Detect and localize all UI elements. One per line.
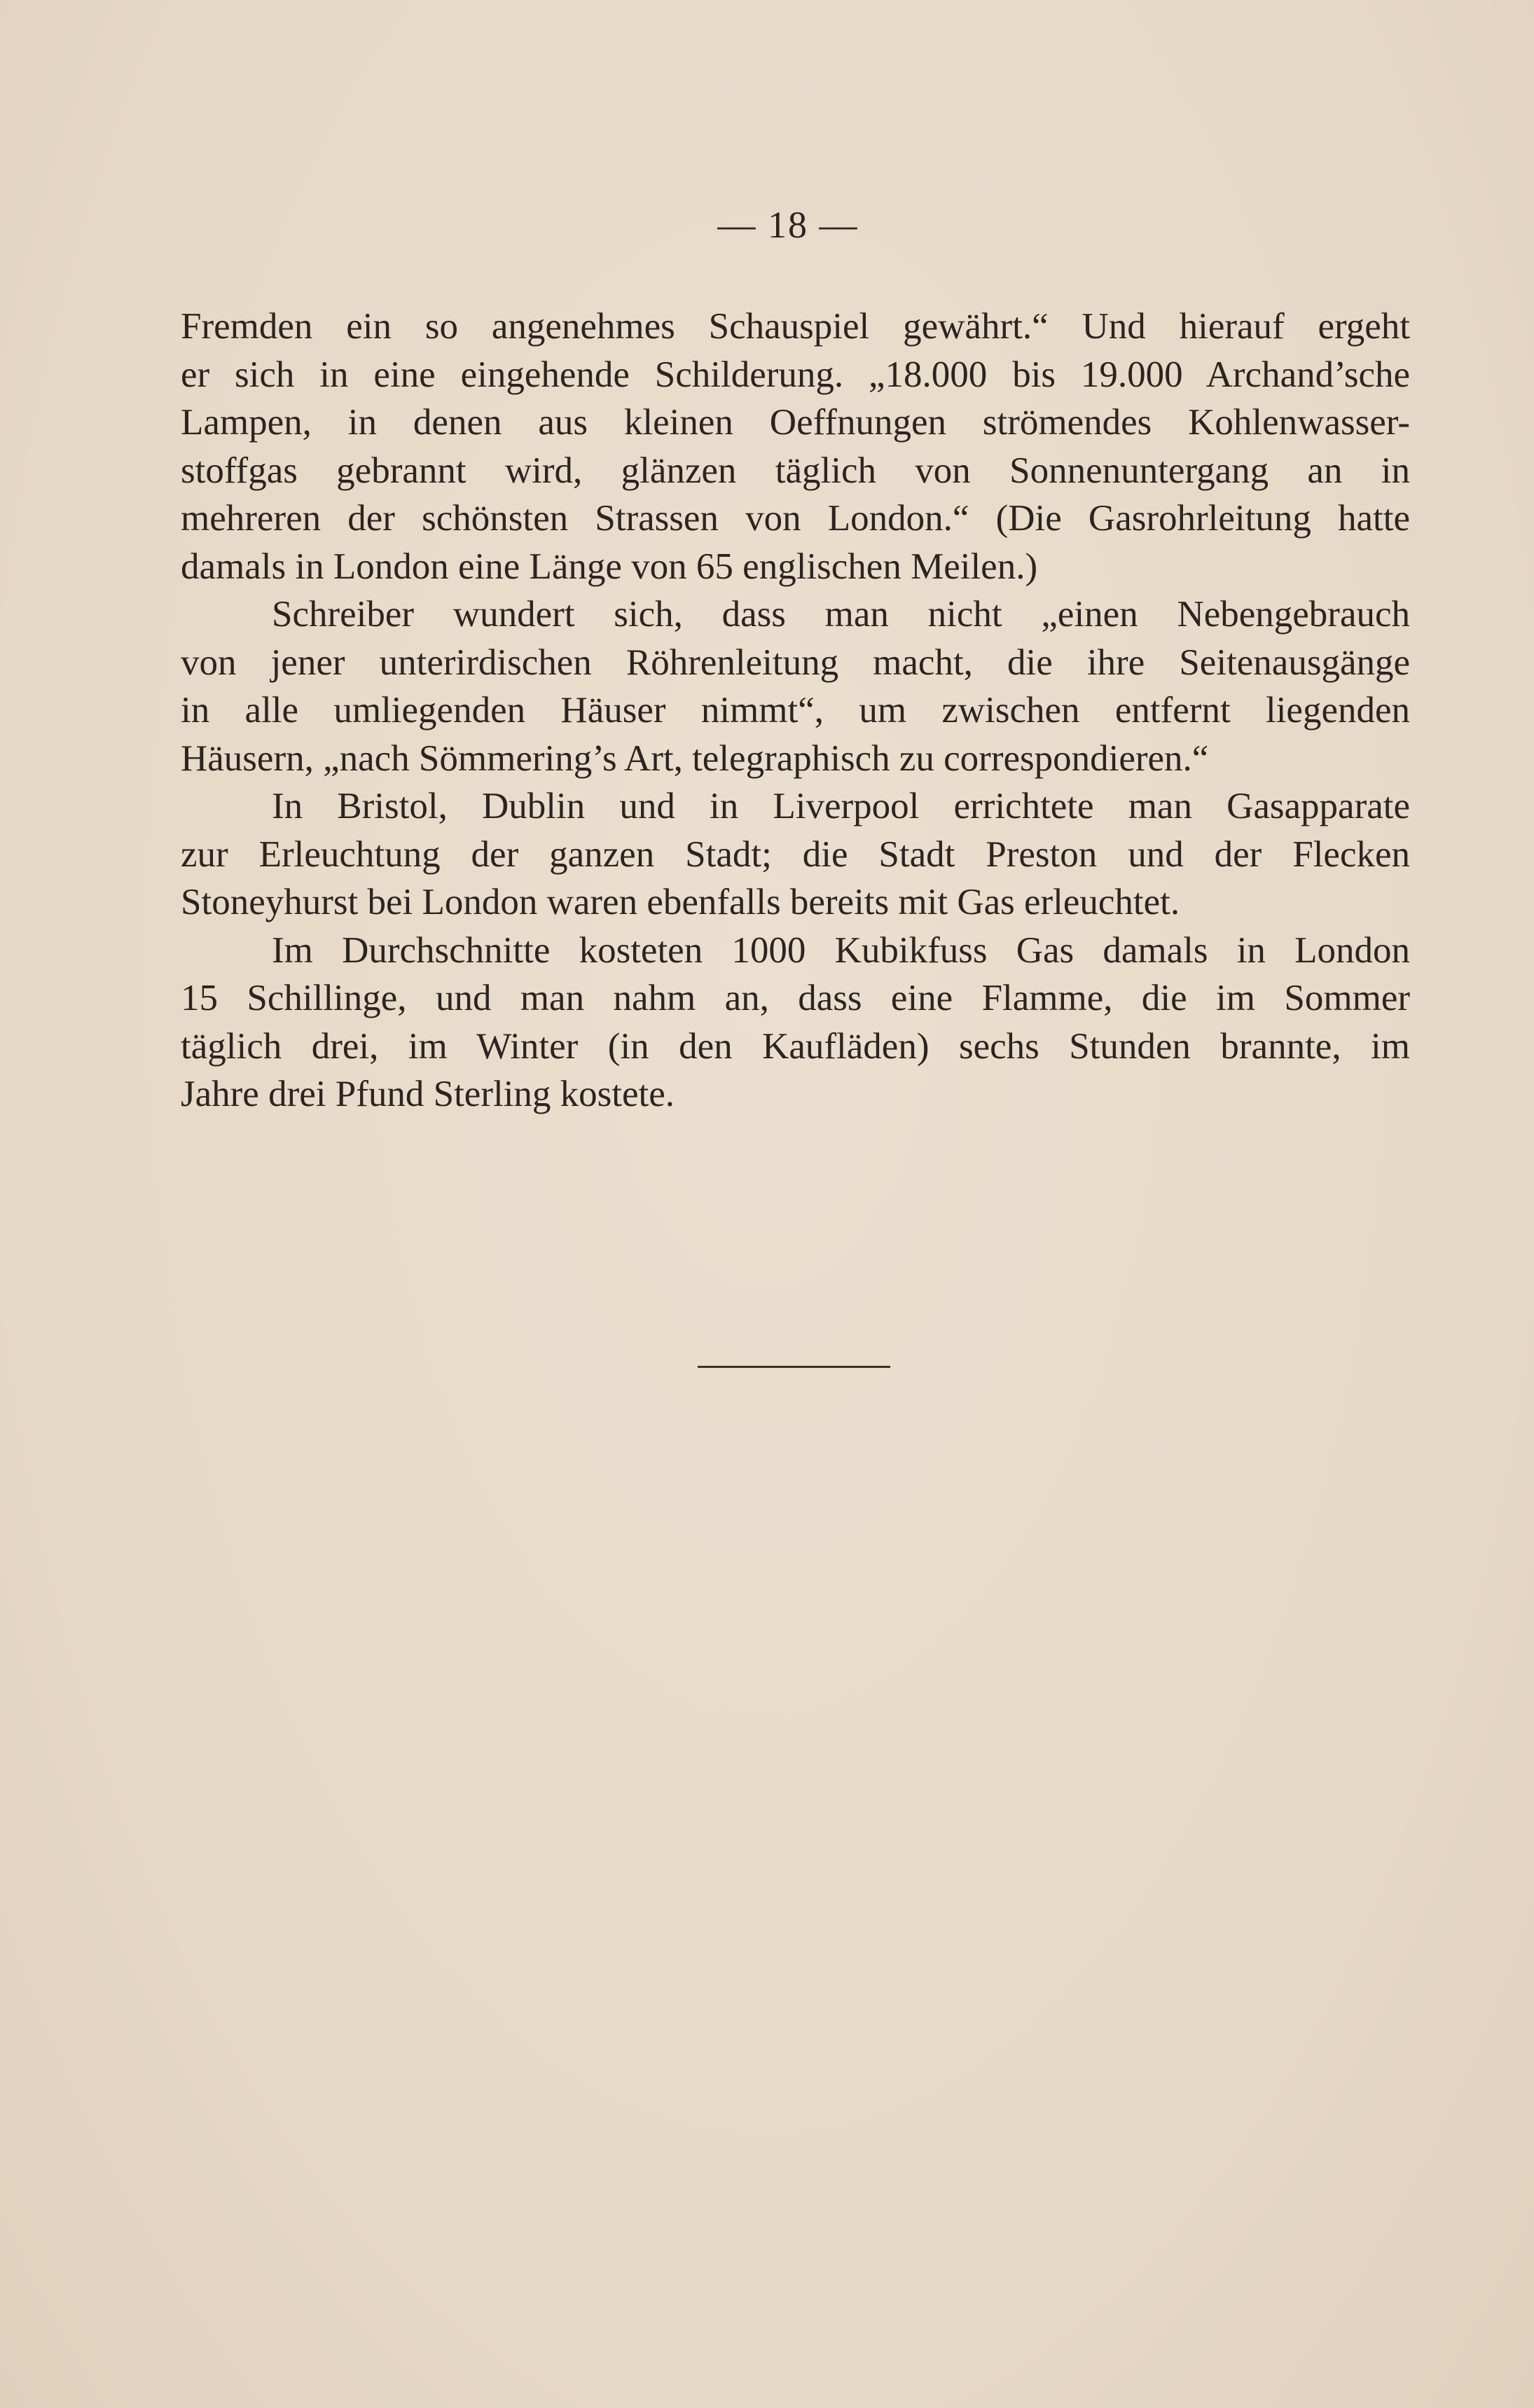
text-line: damals in London eine Länge von 65 englischen Meilen.) (181, 546, 1038, 587)
text-line: Jahre drei Pfund Sterling kostete. (181, 1074, 675, 1114)
text-line: Stoneyhurst bei London waren ebenfalls bereits mit Gas erleuchtet. (181, 882, 1180, 922)
text-line: In Bristol, Dublin und in Liverpool errichtete man Gasapparate (272, 786, 1410, 826)
text-line: Schreiber wundert sich, dass man nicht „einen Nebengebrauch (272, 594, 1410, 635)
text-line: in alle umliegenden Häuser nimmt“, um zwischen entfernt liegenden (181, 690, 1410, 731)
body-text (181, 303, 1410, 1119)
text-line: mehreren der schönsten Strassen von London.“ (Die Gasrohrleitung hatte (181, 498, 1410, 539)
text-line: stoffgas gebrannt wird, glänzen täglich von Sonnenuntergang an in (181, 450, 1410, 491)
text-line: Fremden ein so angenehmes Schauspiel gewährt.“ Und hierauf ergeht (181, 306, 1410, 347)
text-line: täglich drei, im Winter (in den Kaufläden) sechs Stunden brannte, im (181, 1025, 1410, 1067)
text-line: Häusern, „nach Sömmering’s Art, telegraphisch zu correspondieren.“ (181, 738, 1209, 779)
section-end-rule (698, 1366, 890, 1368)
text-line: 15 Schillinge, und man nahm an, dass eine Flamme, die im Sommer (181, 978, 1410, 1018)
text-line: von jener unterirdischen Röhrenleitung macht, die ihre Seitenausgänge (181, 642, 1410, 683)
text-line: zur Erleuchtung der ganzen Stadt; die Stadt Preston und der Flecken (181, 833, 1410, 875)
text-line: Im Durchschnitte kosteten 1000 Kubikfuss Gas damals in London (272, 929, 1410, 971)
text-line: er sich in eine eingehende Schilderung. „18.000 bis 19.000 Archand’sche (181, 354, 1410, 395)
text-line: Lampen, in denen aus kleinen Oeffnungen strömendes Kohlenwasser- (181, 402, 1410, 443)
page-number: — 18 — (717, 204, 859, 246)
